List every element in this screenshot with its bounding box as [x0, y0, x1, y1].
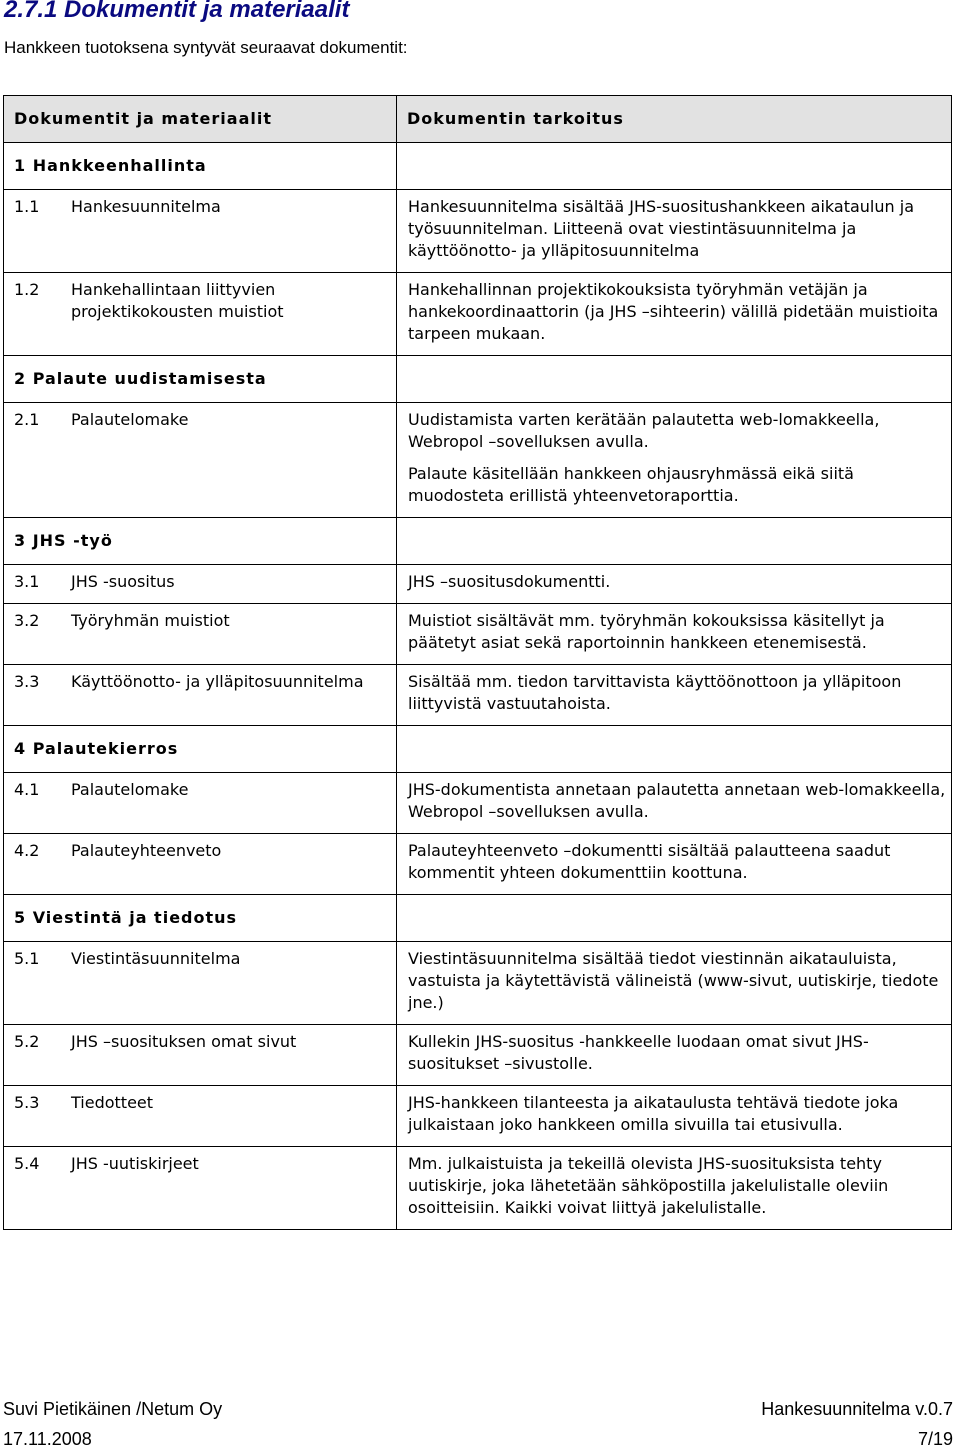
- footer-page-number: 7/19: [917, 1429, 953, 1449]
- col2-header: Dokumentin tarkoitus: [407, 109, 624, 128]
- document-cell: [4, 1086, 397, 1147]
- document-number: 1.2: [14, 280, 40, 299]
- document-cell: [4, 565, 397, 604]
- document-name: Hankesuunnitelma: [71, 197, 221, 216]
- section-title-cell: [4, 895, 397, 942]
- table-row: [4, 834, 952, 895]
- section-title: 4 Palautekierros: [14, 739, 179, 758]
- document-cell-content: [4, 1025, 396, 1053]
- header-cell-documents: [4, 96, 397, 143]
- purpose-cell-content: [397, 565, 951, 603]
- section-empty-cell: [397, 143, 952, 190]
- purpose-cell-content: [397, 1147, 951, 1229]
- purpose-paragraph: JHS-dokumentista annetaan palautetta annetaan web-lomakkeella, Webropol –sovelluksen avulla.: [408, 780, 946, 821]
- purpose-cell: [397, 1147, 952, 1230]
- document-number: 5.2: [14, 1032, 40, 1051]
- purpose-cell-content: [397, 665, 951, 725]
- table-row: [4, 565, 952, 604]
- section-row: [4, 143, 952, 190]
- document-cell-content: [4, 834, 396, 862]
- document-cell: [4, 1147, 397, 1230]
- purpose-cell: [397, 604, 952, 665]
- document-number: 5.1: [14, 949, 40, 968]
- footer-doc-version: Hankesuunnitelma v.0.7: [761, 1399, 953, 1419]
- section-row: [4, 518, 952, 565]
- section-title-cell: [4, 726, 397, 773]
- document-name: Työryhmän muistiot: [71, 611, 230, 630]
- purpose-paragraph: Palaute käsitellään hankkeen ohjausryhmässä eikä siitä muodosteta erillistä yhteenvetoraporttia.: [408, 464, 854, 505]
- purpose-cell-content: [397, 834, 951, 894]
- document-cell-content: [4, 1086, 396, 1114]
- purpose-cell-content: [397, 604, 951, 664]
- purpose-cell-content: [397, 1025, 951, 1085]
- document-cell: [4, 942, 397, 1025]
- table-row: [4, 273, 952, 356]
- document-cell-content: [4, 403, 396, 431]
- purpose-paragraph: Sisältää mm. tiedon tarvittavista käyttöönottoon ja ylläpitoon liittyvistä vastuutahoista.: [408, 672, 902, 713]
- documents-table-body: [4, 96, 952, 1230]
- document-name: JHS -uutiskirjeet: [71, 1154, 199, 1173]
- document-name: Tiedotteet: [71, 1093, 154, 1112]
- intro-text: Hankkeen tuotoksena syntyvät seuraavat dokumentit:: [4, 38, 408, 57]
- purpose-cell: [397, 1025, 952, 1086]
- purpose-cell-content: [397, 942, 951, 1024]
- purpose-cell: [397, 190, 952, 273]
- document-name: Palauteyhteenveto: [71, 841, 222, 860]
- section-row: [4, 726, 952, 773]
- document-name: Viestintäsuunnitelma: [71, 949, 241, 968]
- purpose-paragraph: JHS –suositusdokumentti.: [408, 572, 611, 591]
- purpose-cell-content: [397, 773, 951, 833]
- document-number: 3.2: [14, 611, 40, 630]
- purpose-cell: [397, 665, 952, 726]
- purpose-cell: [397, 403, 952, 518]
- document-name: JHS –suosituksen omat sivut: [71, 1032, 297, 1051]
- section-title: 3 JHS -työ: [14, 531, 113, 550]
- table-row: [4, 773, 952, 834]
- document-cell: [4, 403, 397, 518]
- section-title: 2 Palaute uudistamisesta: [14, 369, 267, 388]
- section-empty-cell: [397, 895, 952, 942]
- purpose-cell-content: [397, 403, 951, 517]
- document-cell-content: [4, 604, 396, 632]
- document-number: 4.1: [14, 780, 40, 799]
- section-empty-cell: [397, 356, 952, 403]
- documents-table: [3, 95, 952, 1230]
- purpose-cell: [397, 273, 952, 356]
- document-number: 3.1: [14, 572, 40, 591]
- document-cell: [4, 665, 397, 726]
- table-header-row: [4, 96, 952, 143]
- section-empty-cell: [397, 518, 952, 565]
- table-row: [4, 403, 952, 518]
- document-cell: [4, 190, 397, 273]
- document-number: 3.3: [14, 672, 40, 691]
- document-cell-content: [4, 190, 396, 218]
- document-cell-content: [4, 1147, 396, 1175]
- section-title: 1 Hankkeenhallinta: [14, 156, 207, 175]
- document-cell-content: [4, 773, 396, 801]
- col1-header: Dokumentit ja materiaalit: [14, 109, 272, 128]
- document-cell: [4, 834, 397, 895]
- document-cell: [4, 773, 397, 834]
- section-title: 5 Viestintä ja tiedotus: [14, 908, 238, 927]
- table-row: [4, 1086, 952, 1147]
- document-cell-content: [4, 942, 396, 970]
- document-cell-content: [4, 565, 396, 593]
- purpose-paragraph: JHS-hankkeen tilanteesta ja aikataulusta tehtävä tiedote joka julkaistaan joko hankkeen omilla sivuilla tai etusivulla.: [408, 1093, 899, 1134]
- header-cell-purpose: [397, 96, 952, 143]
- section-title-cell: [4, 518, 397, 565]
- section-row: [4, 895, 952, 942]
- document-number: 5.4: [14, 1154, 40, 1173]
- document-cell-content: [4, 665, 396, 693]
- table-row: [4, 1025, 952, 1086]
- table-row: [4, 604, 952, 665]
- document-name: Hankehallintaan liittyvien projektikokousten muistiot: [71, 280, 284, 321]
- document-name: Palautelomake: [71, 410, 189, 429]
- table-row: [4, 190, 952, 273]
- document-cell: [4, 604, 397, 665]
- section-title-cell: [4, 143, 397, 190]
- document-cell-content: [4, 273, 396, 323]
- document-number: 1.1: [14, 197, 40, 216]
- document-cell: [4, 273, 397, 356]
- document-name: Käyttöönotto- ja ylläpitosuunnitelma: [71, 672, 364, 691]
- purpose-paragraph: Muistiot sisältävät mm. työryhmän kokouksissa käsitellyt ja päätetyt asiat sekä raportoinnin hankkeen etenemisestä.: [408, 611, 885, 652]
- footer-date: 17.11.2008: [3, 1429, 92, 1449]
- purpose-cell-content: [397, 190, 951, 272]
- purpose-paragraph: Hankehallinnan projektikokouksista työryhmän vetäjän ja hankekoordinaattorin (ja JHS –sihteerin) välillä pidetään muistioita tarpeen mukaan.: [408, 280, 939, 343]
- purpose-cell-content: [397, 273, 951, 355]
- purpose-paragraph: Palauteyhteenveto –dokumentti sisältää palautteena saadut kommentit yhteen dokumenttiin koottuna.: [408, 841, 891, 882]
- section-row: [4, 356, 952, 403]
- purpose-cell-content: [397, 1086, 951, 1146]
- page-heading: 2.7.1 Dokumentit ja materiaalit: [4, 0, 350, 23]
- table-row: [4, 1147, 952, 1230]
- purpose-cell: [397, 1086, 952, 1147]
- purpose-paragraph: Hankesuunnitelma sisältää JHS-suositushankkeen aikataulun ja työsuunnitelman. Liitteenä ovat viestintäsuunnitelma ja käyttöönotto- ja ylläpitosuunnitelma: [408, 197, 914, 260]
- document-number: 5.3: [14, 1093, 40, 1112]
- purpose-cell: [397, 565, 952, 604]
- footer-author: Suvi Pietikäinen /Netum Oy: [3, 1399, 223, 1419]
- document-name: JHS -suositus: [71, 572, 175, 591]
- table-row: [4, 665, 952, 726]
- document-name: Palautelomake: [71, 780, 189, 799]
- purpose-paragraph: Kullekin JHS-suositus -hankkeelle luodaan omat sivut JHS-suositukset –sivustolle.: [408, 1032, 869, 1073]
- document-cell: [4, 1025, 397, 1086]
- document-number: 2.1: [14, 410, 40, 429]
- table-row: [4, 942, 952, 1025]
- document-number: 4.2: [14, 841, 40, 860]
- purpose-paragraph: Uudistamista varten kerätään palautetta web-lomakkeella, Webropol –sovelluksen avulla.: [408, 410, 880, 451]
- purpose-paragraph: Viestintäsuunnitelma sisältää tiedot viestinnän aikatauluista, vastuista ja käytettävistä välineistä (www-sivut, uutiskirje, tiedote jne.): [408, 949, 939, 1012]
- section-title-cell: [4, 356, 397, 403]
- purpose-cell: [397, 942, 952, 1025]
- purpose-paragraph: Mm. julkaistuista ja tekeillä olevista JHS-suosituksista tehty uutiskirje, joka lähetetään sähköpostilla jakelulistalle oleviin osoitteisiin. Kaikki voivat liittyä jakelulistalle.: [408, 1154, 889, 1217]
- purpose-cell: [397, 834, 952, 895]
- purpose-cell: [397, 773, 952, 834]
- section-empty-cell: [397, 726, 952, 773]
